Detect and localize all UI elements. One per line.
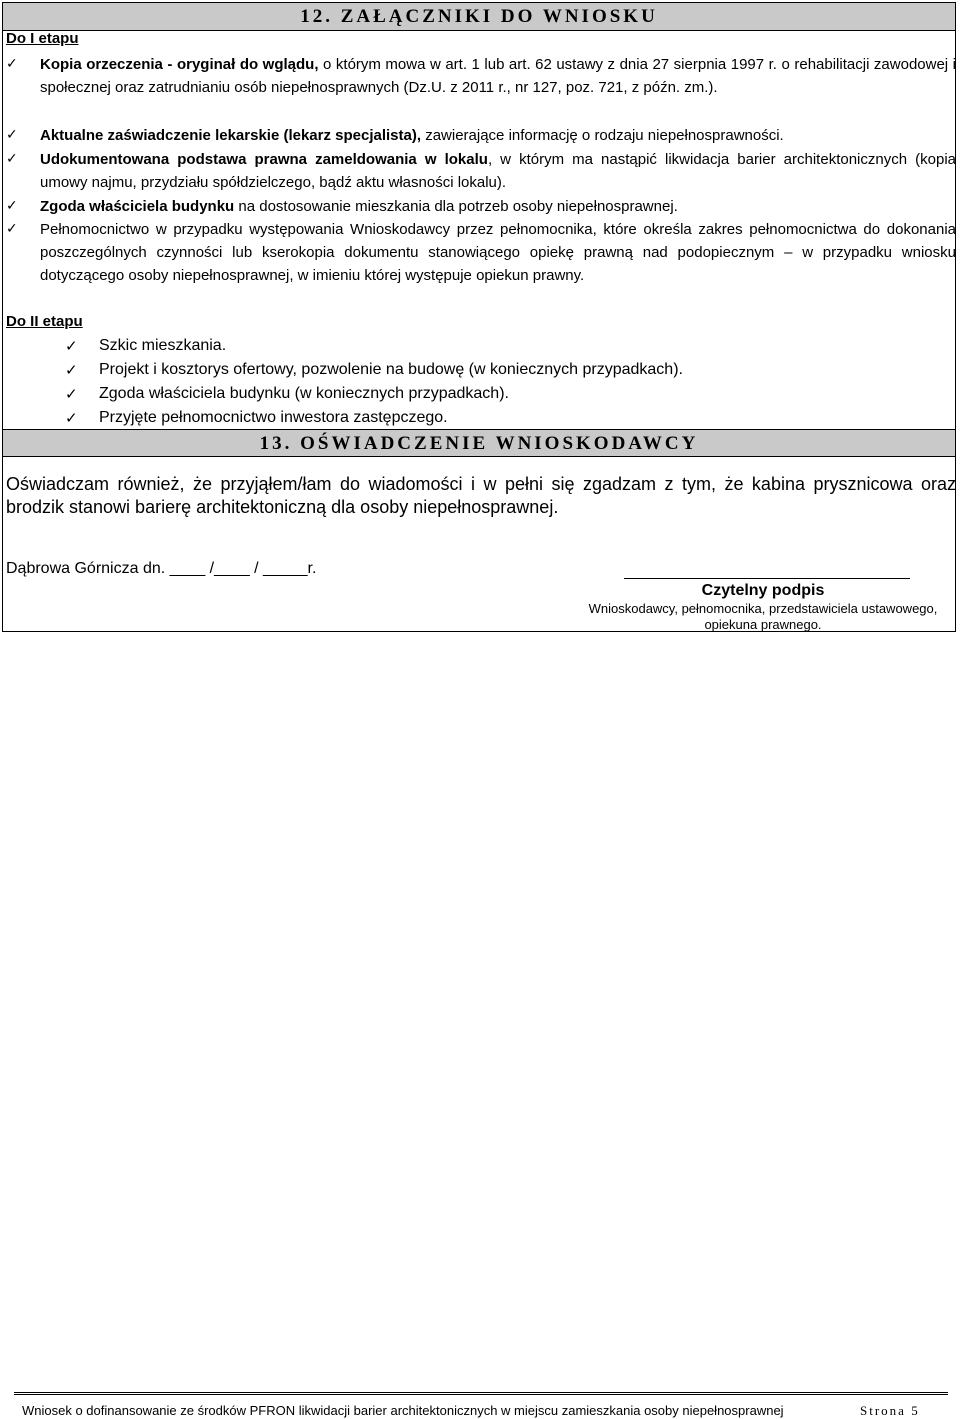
- item-text: Szkic mieszkania.: [99, 337, 227, 354]
- item-text: Zgoda właściciela budynku (w koniecznych przypadkach).: [99, 385, 509, 402]
- item-text: Projekt i kosztorys ofertowy, pozwolenie na budowę (w koniecznych przypadkach).: [99, 361, 683, 378]
- signature-subtitle: Wnioskodawcy, pełnomocnika, przedstawiciela ustawowego, opiekuna prawnego.: [588, 601, 938, 632]
- item-bold: Kopia orzeczenia - oryginał do wglądu,: [40, 56, 319, 73]
- section-13-header: 13. OŚWIADCZENIE WNIOSKODAWCY: [3, 429, 955, 457]
- form-frame: [2, 2, 956, 632]
- item-text: , w którym ma nastąpić likwidacja barier architektonicznych (kopia umowy najmu, przydziału spółdzielczego, bądź aktu własności lokalu).: [40, 151, 956, 191]
- check-icon: ✓: [65, 409, 78, 427]
- attachment-item-3: [6, 148, 956, 194]
- check-icon: ✓: [65, 337, 78, 355]
- place-date-field: Dąbrowa Górnicza dn. ____ /____ / _____r.: [6, 560, 317, 577]
- check-icon: ✓: [6, 56, 18, 72]
- declaration-text: Oświadczam również, że przyjąłem/łam do wiadomości i w pełni się zgadzam z tym, że kabina prysznicowa oraz brodzik stanowi barierę architektoniczną dla osoby niepełnosprawnej.: [6, 474, 956, 517]
- item-bold: Zgoda właściciela budynku: [40, 198, 235, 215]
- stage-1-label: Do I etapu: [6, 30, 79, 47]
- attachment-item-1: [6, 53, 956, 99]
- stage2-item-4: [65, 406, 448, 430]
- item-text: Przyjęte pełnomocnictwo inwestora zastępczego.: [99, 409, 448, 426]
- section-12-header: 12. ZAŁĄCZNIKI DO WNIOSKU: [3, 3, 955, 31]
- attachment-item-4: [6, 195, 956, 218]
- check-icon: ✓: [6, 127, 18, 143]
- page-number: Strona 5: [860, 1403, 920, 1418]
- stage2-item-1: [65, 334, 227, 358]
- check-icon: ✓: [6, 198, 18, 214]
- item-text: na dostosowanie mieszkania dla potrzeb osoby niepełnosprawnej.: [234, 198, 678, 215]
- footer-divider: [14, 1392, 948, 1398]
- item-text: zawierające informację o rodzaju niepełnosprawności.: [421, 127, 784, 144]
- signature-line: [624, 578, 910, 579]
- attachment-item-2: [6, 124, 956, 147]
- item-bold: Udokumentowana podstawa prawna zameldowania w lokalu: [40, 151, 488, 168]
- item-bold: Aktualne zaświadczenie lekarskie (lekarz specjalista),: [40, 127, 422, 144]
- attachment-item-5: [6, 218, 956, 287]
- stage2-item-2: [65, 358, 683, 382]
- stage-2-label: Do II etapu: [6, 313, 83, 330]
- check-icon: ✓: [65, 361, 78, 379]
- check-icon: ✓: [6, 221, 18, 237]
- item-text: o którym mowa w art. 1 lub art. 62 ustawy z dnia 27 sierpnia 1997 r. o rehabilitacji zawodowej i społecznej oraz zatrudnianiu osób niepełnosprawnych (Dz.U. z 2011 r., nr 127, poz. 721, z późn. zm.).: [40, 56, 956, 96]
- check-icon: ✓: [6, 151, 18, 167]
- item-text: Pełnomocnictwo w przypadku występowania Wnioskodawcy przez pełnomocnika, które określa zakres pełnomocnictwa do dokonania poszczególnych czynności lub kserokopia dokumentu stanowiącego opiekę prawną nad podopiecznym – w przypadku wniosku dotyczącego osoby niepełnosprawnej, w imieniu której występuje opiekun prawny.: [40, 221, 956, 284]
- signature-title: Czytelny podpis: [701, 582, 825, 599]
- check-icon: ✓: [65, 385, 78, 403]
- footer-text: Wniosek o dofinansowanie ze środków PFRON likwidacji barier architektonicznych w miejscu zamieszkania osoby niepełnosprawnej: [22, 1403, 784, 1418]
- stage2-item-3: [65, 382, 509, 406]
